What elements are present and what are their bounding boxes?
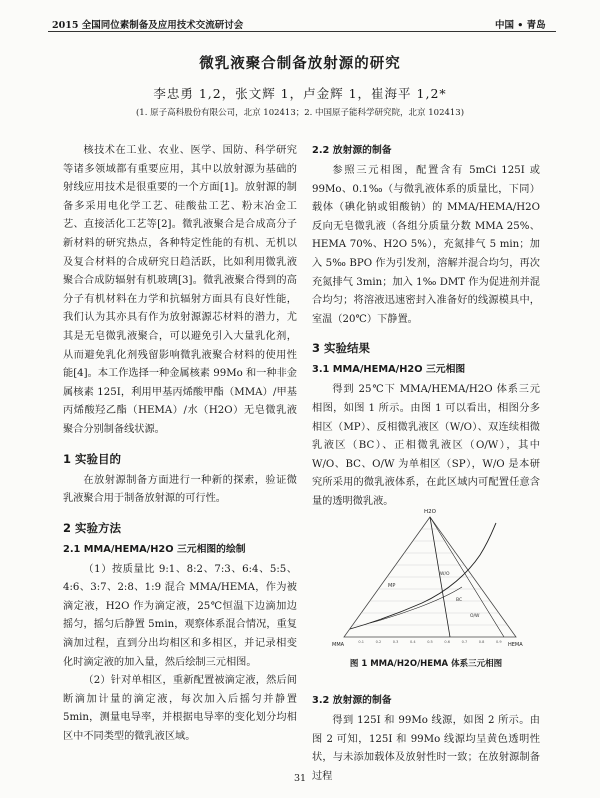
section-3-2-text: 得到 125I 和 99Mo 线源，如图 2 所示。由图 2 可知，125I 和 99Mo 线源均呈黄色透明性状，与未添加载体及放射性时一致；在放射源制备过程 <box>312 715 540 782</box>
section-3-1-text: 得到 25℃下 MMA/HEMA/H2O 体系三元相图，如图 1 所示。由图 1 可以看出，相图分多相区（MP）、反相微乳液区（W/O）、双连续相微乳液区（BC）、正相微乳液区（O/W），其中 W/O、BC、O/W 为单相区（SP），W/O 是本研究所采用的微乳液体系，在此区域内可配置任意含量的透明微乳液。 <box>312 384 540 507</box>
tick-label: 0.9 <box>496 640 502 644</box>
right-column <box>312 142 540 512</box>
section-2-2-heading: 2.2 放射源的制备 <box>312 145 392 156</box>
section-3-1-heading: 3.1 MMA/HEMA/H2O 三元相图 <box>312 364 466 376</box>
tick-label: 0.7 <box>461 640 468 644</box>
paper-title: 微乳液聚合制备放射源的研究 <box>199 55 401 72</box>
section-2-1-step-1: （1）按质量比 9:1、8:2、7:3、6:4、5:5、4:6、3:7、2:8、1:9 混合 MMA/HEMA，作为被滴定液，H2O 作为滴定液，25℃恒温下边滴加边摇匀，摇匀后静置 5min，观察体系混合情况，重复滴加过程，直到分出均相区和多相区，并记录相变化时滴定液的加入量，然后绘制三元相图。 <box>63 563 297 668</box>
figure-1-caption: 图 1 MMA/H2O/HEMA 体系三元相图 <box>349 659 503 669</box>
tick-label: 0.4 <box>410 640 416 644</box>
right-column-bottom <box>312 688 540 786</box>
section-3-heading: 3 实验结果 <box>312 341 371 356</box>
header-divider <box>48 31 556 32</box>
tick-label: 0.5 <box>427 640 433 644</box>
vertex-label-water: H2O <box>424 509 436 515</box>
section-3-2-heading: 3.2 放射源的制备 <box>312 695 392 706</box>
tick-label: 0.1 <box>358 640 364 644</box>
author-list: 李忠勇 1,2，张文辉 1，卢金辉 1，崔海平 1,2* <box>153 86 447 101</box>
region-label-bc: BC <box>456 598 463 603</box>
region-label-wo: W/O <box>440 572 450 577</box>
page-number: 31 <box>293 773 307 784</box>
tick-label: 0.2 <box>375 640 382 644</box>
section-2-1-step-2: （2）针对单相区，重新配置被滴定液，然后间断滴加计量的滴定液，每次加入后摇匀并静置 5min，测量电导率，并根据电导率的变化划分均相区中不同类型的微乳液区域。 <box>63 675 297 743</box>
tick-label: 0.3 <box>392 640 399 644</box>
running-header-left: 2015 全国同位素制备及应用技术交流研讨会 <box>52 20 244 31</box>
section-2-heading: 2 实验方法 <box>63 520 122 535</box>
section-2-1-heading: 2.1 MMA/HEMA/H2O 三元相图的绘制 <box>63 543 246 555</box>
region-label-mp: MP <box>388 583 396 589</box>
affiliation: (1. 原子高科股份有限公司，北京 102413；2. 中国原子能科学研究院，北京 102413) <box>135 108 465 118</box>
region-label-ow: O/W <box>470 614 480 619</box>
vertex-label-hema: HEMA <box>508 642 523 648</box>
section-1-heading: 1 实验目的 <box>63 451 122 466</box>
tick-label: 0.6 <box>444 640 450 644</box>
region-divider-curve <box>370 587 462 623</box>
ternary-grid <box>353 529 508 625</box>
vertex-label-mma: MMA <box>332 642 345 648</box>
ternary-phase-diagram <box>330 505 530 655</box>
section-2-2-text: 参照三元相图，配置含有 5mCi 125I 或 99Mo、0.1‰（与微乳液体系的质量比，下同）载体（碘化钠或钼酸钠）的 MMA/HEMA/H2O 反向无皂微乳液（各组分质量分数 MMA 25%、HEMA 70%、H2O 5%），充氮排气 5 min；加入 5‰ BPO 作为引发剂，溶解并混合均匀，再次充氮排气 3min；加入 1‰ DMT 作为促进剂并混合均匀；将溶液迅速密封入准备好的线源模具中，室温（20℃）下静置。 <box>312 165 540 325</box>
section-1-text: 在放射源制备方面进行一种新的探索，验证微乳液聚合用于制备放射源的可行性。 <box>63 474 297 505</box>
left-column <box>63 142 297 747</box>
intro-paragraph: 核技术在工业、农业、医学、国防、科学研究等诸多领域都有重要应用，其中以放射源为基础的射线应用技术是很重要的一个方面[1]。放射源的制备多采用电化学工艺、硅酸盐工艺、粉末冶金工艺、直接活化工艺等[2]。微乳液聚合是合成高分子新材料的研究热点，各种特定性能的有机、无机以及复合材料的合成研究日趋活跃，比如利用微乳液聚合合成防辐射有机玻璃[3]。微乳液聚合得到的高分子有机材料在力学和抗辐射方面具有良好性能，我们认为其亦具有作为放射源源芯材料的潜力，尤其是无皂微乳液聚合，可以避免引入大量乳化剂，从而避免乳化剂残留影响微乳液聚合材料的使用性能[4]。本工作选择一种金属核素 99Mo 和一种非金属核素 125I，利用甲基丙烯酸甲酯（MMA）/甲基丙烯酸羟乙酯（HEMA）/水（H2O）无皂微乳液聚合分别制备线状源。 <box>63 145 297 435</box>
running-header-right: 中国 • 青岛 <box>495 20 546 31</box>
tick-label: 0.8 <box>478 640 485 644</box>
